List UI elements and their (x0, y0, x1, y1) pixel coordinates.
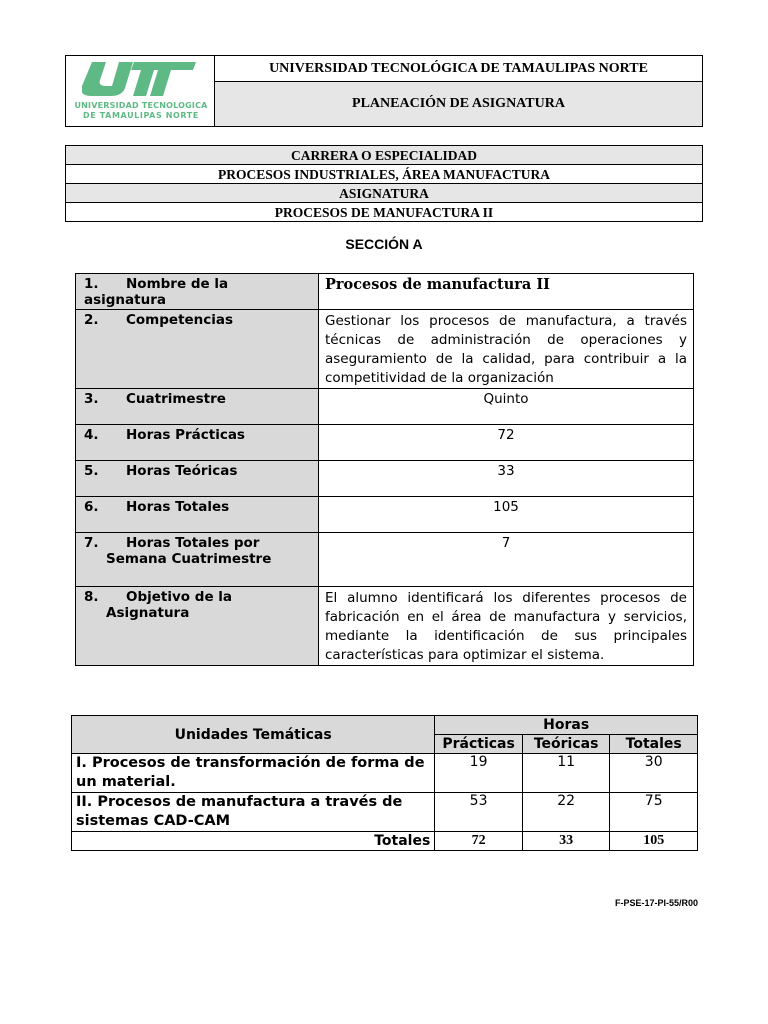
career-table (65, 145, 703, 222)
term-value: Quinto (319, 389, 694, 425)
competencies-value: Gestionar los procesos de manufactura, a través técnicas de administración de operaciones y aseguramiento de la calidad, para contribuir a la competitividad de la organización (319, 310, 694, 389)
units-header: Unidades Temáticas (72, 716, 435, 754)
unit-name: II. Procesos de manufactura a través de sistemas CAD-CAM (72, 793, 435, 832)
header-table (65, 55, 703, 127)
subject-name-value: Procesos de manufactura II (319, 274, 694, 310)
table-row (76, 310, 694, 389)
unit-total: 30 (610, 754, 698, 793)
row-label: 8. Objetivo de la Asignatura (76, 587, 319, 666)
totals-total: 105 (610, 832, 698, 851)
practical-header: Prácticas (435, 735, 523, 754)
footer-code: F-PSE-17-PI-55/R00 (614, 898, 698, 908)
table-row (76, 389, 694, 425)
row-label: 5. Horas Teóricas (76, 461, 319, 497)
row-label: 4. Horas Prácticas (76, 425, 319, 461)
career-label: CARRERA O ESPECIALIDAD (66, 146, 703, 165)
row-label: 3. Cuatrimestre (76, 389, 319, 425)
theory-header: Teóricas (522, 735, 610, 754)
table-row (76, 461, 694, 497)
logo-cell (66, 56, 215, 127)
theory-hours-value: 33 (319, 461, 694, 497)
row-label: 2. Competencias (76, 310, 319, 389)
practical-hours-value: 72 (319, 425, 694, 461)
table-row (72, 793, 698, 832)
row-label: 6. Horas Totales (76, 497, 319, 533)
logo-text-line1: UNIVERSIDAD TECNOLOGICA (74, 101, 208, 110)
unit-theory: 22 (522, 793, 610, 832)
table-row (76, 425, 694, 461)
unit-total: 75 (610, 793, 698, 832)
hours-header: Horas (435, 716, 698, 735)
row-label: 1. Nombre de la asignatura (76, 274, 319, 310)
weekly-hours-value: 7 (319, 533, 694, 587)
totals-practical: 72 (435, 832, 523, 851)
unit-theory: 11 (522, 754, 610, 793)
row-label: 7. Horas Totales por Semana Cuatrimestre (76, 533, 319, 587)
university-name: UNIVERSIDAD TECNOLÓGICA DE TAMAULIPAS NORTE (215, 56, 703, 82)
logo-text-line2: DE TAMAULIPAS NORTE (83, 111, 199, 120)
section-title: SECCIÓN A (345, 236, 423, 252)
objective-value: El alumno identificará los diferentes procesos de fabricación en el área de manufactura y servicios, mediante la identificación de sus principales características para optimizar el sistema. (319, 587, 694, 666)
unit-practical: 53 (435, 793, 523, 832)
table-row (76, 587, 694, 666)
table-row (72, 754, 698, 793)
totals-label: Totales (72, 832, 435, 851)
total-header: Totales (610, 735, 698, 754)
totals-row (72, 832, 698, 851)
utt-logo-icon (82, 58, 202, 98)
table-row (76, 533, 694, 587)
subject-info-table (75, 273, 694, 666)
document-title: PLANEACIÓN DE ASIGNATURA (215, 82, 703, 127)
unit-name: I. Procesos de transformación de forma de un material. (72, 754, 435, 793)
table-row (76, 274, 694, 310)
university-logo (66, 56, 212, 126)
totals-theory: 33 (522, 832, 610, 851)
table-row (76, 497, 694, 533)
total-hours-value: 105 (319, 497, 694, 533)
subject-label: ASIGNATURA (66, 184, 703, 203)
subject-value: PROCESOS DE MANUFACTURA II (66, 203, 703, 222)
thematic-units-table (71, 715, 698, 851)
career-value: PROCESOS INDUSTRIALES, ÁREA MANUFACTURA (66, 165, 703, 184)
unit-practical: 19 (435, 754, 523, 793)
